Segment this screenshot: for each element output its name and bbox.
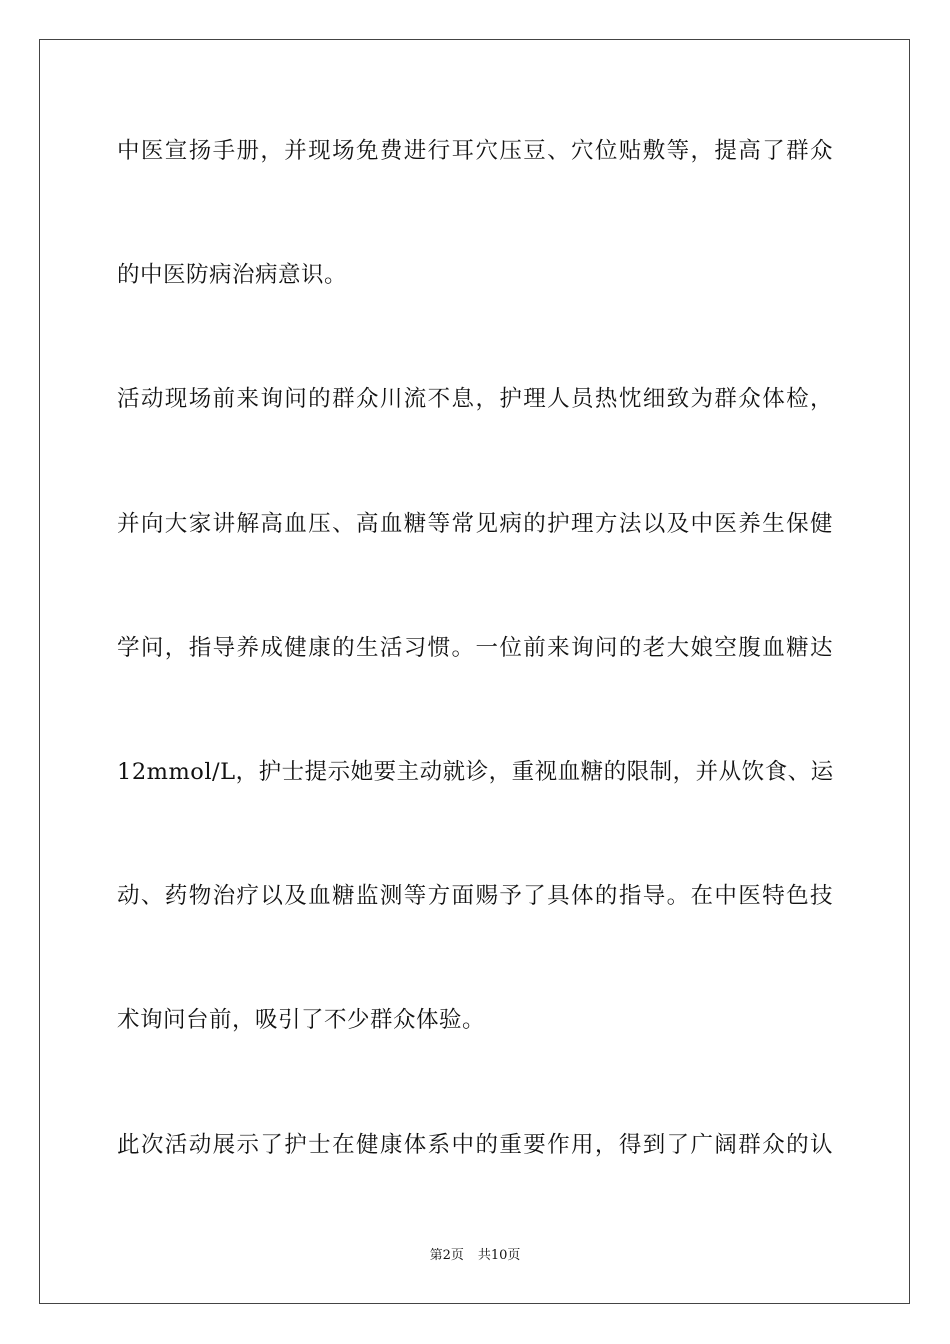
page-number: 第2页 (429, 1248, 464, 1263)
paragraph-line: 术询问台前，吸引了不少群众体验。 (117, 1007, 486, 1033)
paragraph-line: 中医宣扬手册，并现场免费进行耳穴压豆、穴位贴敷等，提高了群众 (117, 138, 833, 164)
page-total: 共10页 (477, 1248, 521, 1263)
page-border (39, 39, 910, 1304)
paragraph-line: 此次活动展示了护士在健康体系中的重要作用，得到了广阔群众的认 (117, 1132, 833, 1158)
page-footer (0, 1247, 950, 1265)
paragraph-line: 的中医防病治病意识。 (117, 262, 348, 288)
paragraph-line: 活动现场前来询问的群众川流不息，护理人员热忱细致为群众体检， (117, 386, 833, 412)
paragraph-line: 学问，指导养成健康的生活习惯。一位前来询问的老大娘空腹血糖达 (117, 635, 833, 661)
paragraph-line: 并向大家讲解高血压、高血糖等常见病的护理方法以及中医养生保健 (117, 511, 833, 537)
paragraph-line: 12mmol/L，护士提示她要主动就诊，重视血糖的限制，并从饮食、运 (117, 759, 834, 785)
paragraph-line: 动、药物治疗以及血糖监测等方面赐予了具体的指导。在中医特色技 (117, 883, 833, 909)
